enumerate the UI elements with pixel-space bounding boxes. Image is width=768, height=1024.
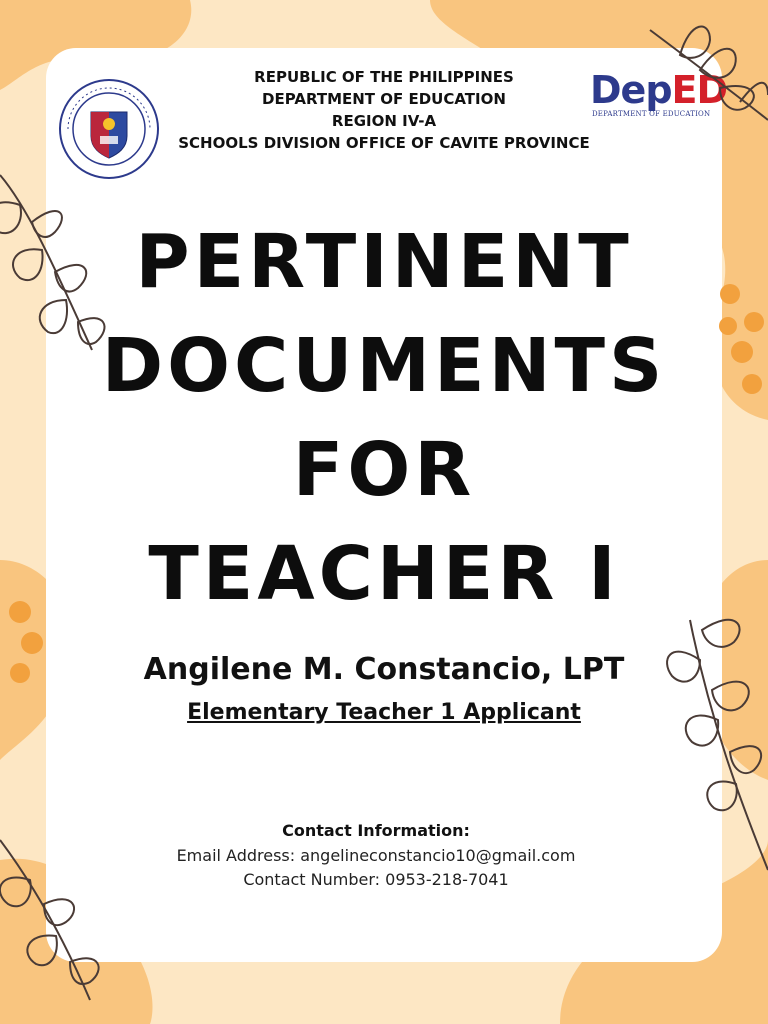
document-title [46,210,722,626]
agency-line-republic: REPUBLIC OF THE PHILIPPINES [254,68,514,86]
deped-seal-icon [58,78,160,180]
deped-wordmark-dep: Dep [590,68,672,112]
agency-line-region: REGION IV-A [331,112,437,130]
applicant-name: Angilene M. Constancio, LPT [143,652,625,687]
title-line-1: PERTINENT [135,219,633,305]
title-line-3: FOR [292,427,476,513]
content-card [46,48,728,962]
title-line-2: DOCUMENTS [101,323,667,409]
deped-subtitle: DEPARTMENT OF EDUCATION [592,110,711,118]
deped-wordmark-ed: ED [671,68,728,112]
contact-email: Email Address: angelineconstancio10@gmail.com [176,846,576,865]
header [46,48,728,168]
contact-heading: Contact Information: [282,821,470,840]
contact-phone: Contact Number: 0953-218-7041 [243,870,509,889]
title-line-4: TEACHER I [148,531,620,617]
agency-line-department: DEPARTMENT OF EDUCATION [262,90,506,108]
agency-block [146,66,622,154]
agency-line-division: SCHOOLS DIVISION OFFICE OF CAVITE PROVINCE [178,134,590,152]
applicant-role: Elementary Teacher 1 Applicant [187,700,581,725]
